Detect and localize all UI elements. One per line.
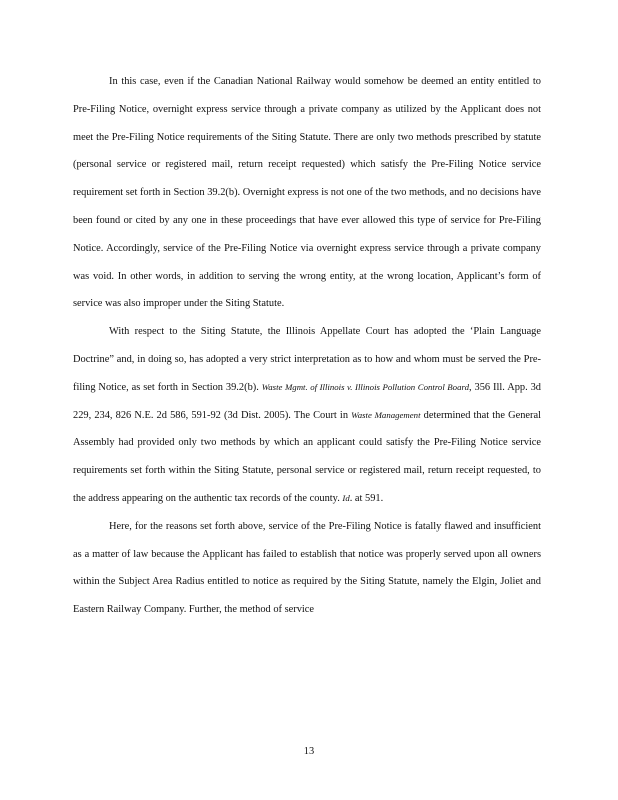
document-body [73,68,541,624]
paragraph-text: , 356 Ill. App. 3d 229, 234, 826 N.E. 2d 586, 591-92 (3d Dist. 2005). The Court in [73,381,542,421]
case-citation-short: Waste Management [351,409,421,420]
paragraph-text: With respect to the Siting Statute, the Illinois Appellate Court has adopted the ‘Plain Language Doctrine” and, in doing so, has adopted a very strict interpretation as to how and whom must be served the Pre-filing Notice, as set forth in Section 39.2(b). [73,326,541,393]
page-number: 13 [303,746,315,757]
paragraph-text: determined that the General Assembly had provided only two methods by which an applicant could satisfy the Pre-Filing Notice service requirements set forth within the Siting Statute, personal service or registered mail, return receipt requested, to the address appearing on the authentic tax records of the county. [73,409,541,504]
case-citation: Waste Mgmt. of Illinois v. Illinois Pollution Control Board [261,381,469,392]
paragraph-text: . at 591. [349,492,384,504]
id-citation: Id [342,492,350,503]
paragraph-plain-language-doctrine [73,318,541,513]
paragraph-conclusion: Here, for the reasons set forth above, service of the Pre-Filing Notice is fatally flawed and insufficient as a matter of law because the Applicant has failed to establish that notice was properly served upon all owners within the Subject Area Radius entitled to notice as required by the Siting Statute, namely the Elgin, Joliet and Eastern Railway Company. Further, the method of service [73,520,541,616]
paragraph-service-method: In this case, even if the Canadian National Railway would somehow be deemed an entity entitled to Pre-Filing Notice, overnight express service through a private company as utilized by the Applicant does not meet the Pre-Filing Notice requirements of the Siting Statute. There are only two methods prescribed by statute (personal service or registered mail, return receipt requested) which satisfy the Pre-Filing Notice service requirement set forth in Section 39.2(b). Overnight express is not one of the two methods, and no decisions have been found or cited by any one in these proceedings that have ever allowed this type of service for Pre-Filing Notice. Accordingly, service of the Pre-Filing Notice via overnight express service through a private company was void. In other words, in addition to serving the wrong entity, at the wrong location, Applicant’s form of service was also improper under the Siting Statute. [73,76,541,310]
